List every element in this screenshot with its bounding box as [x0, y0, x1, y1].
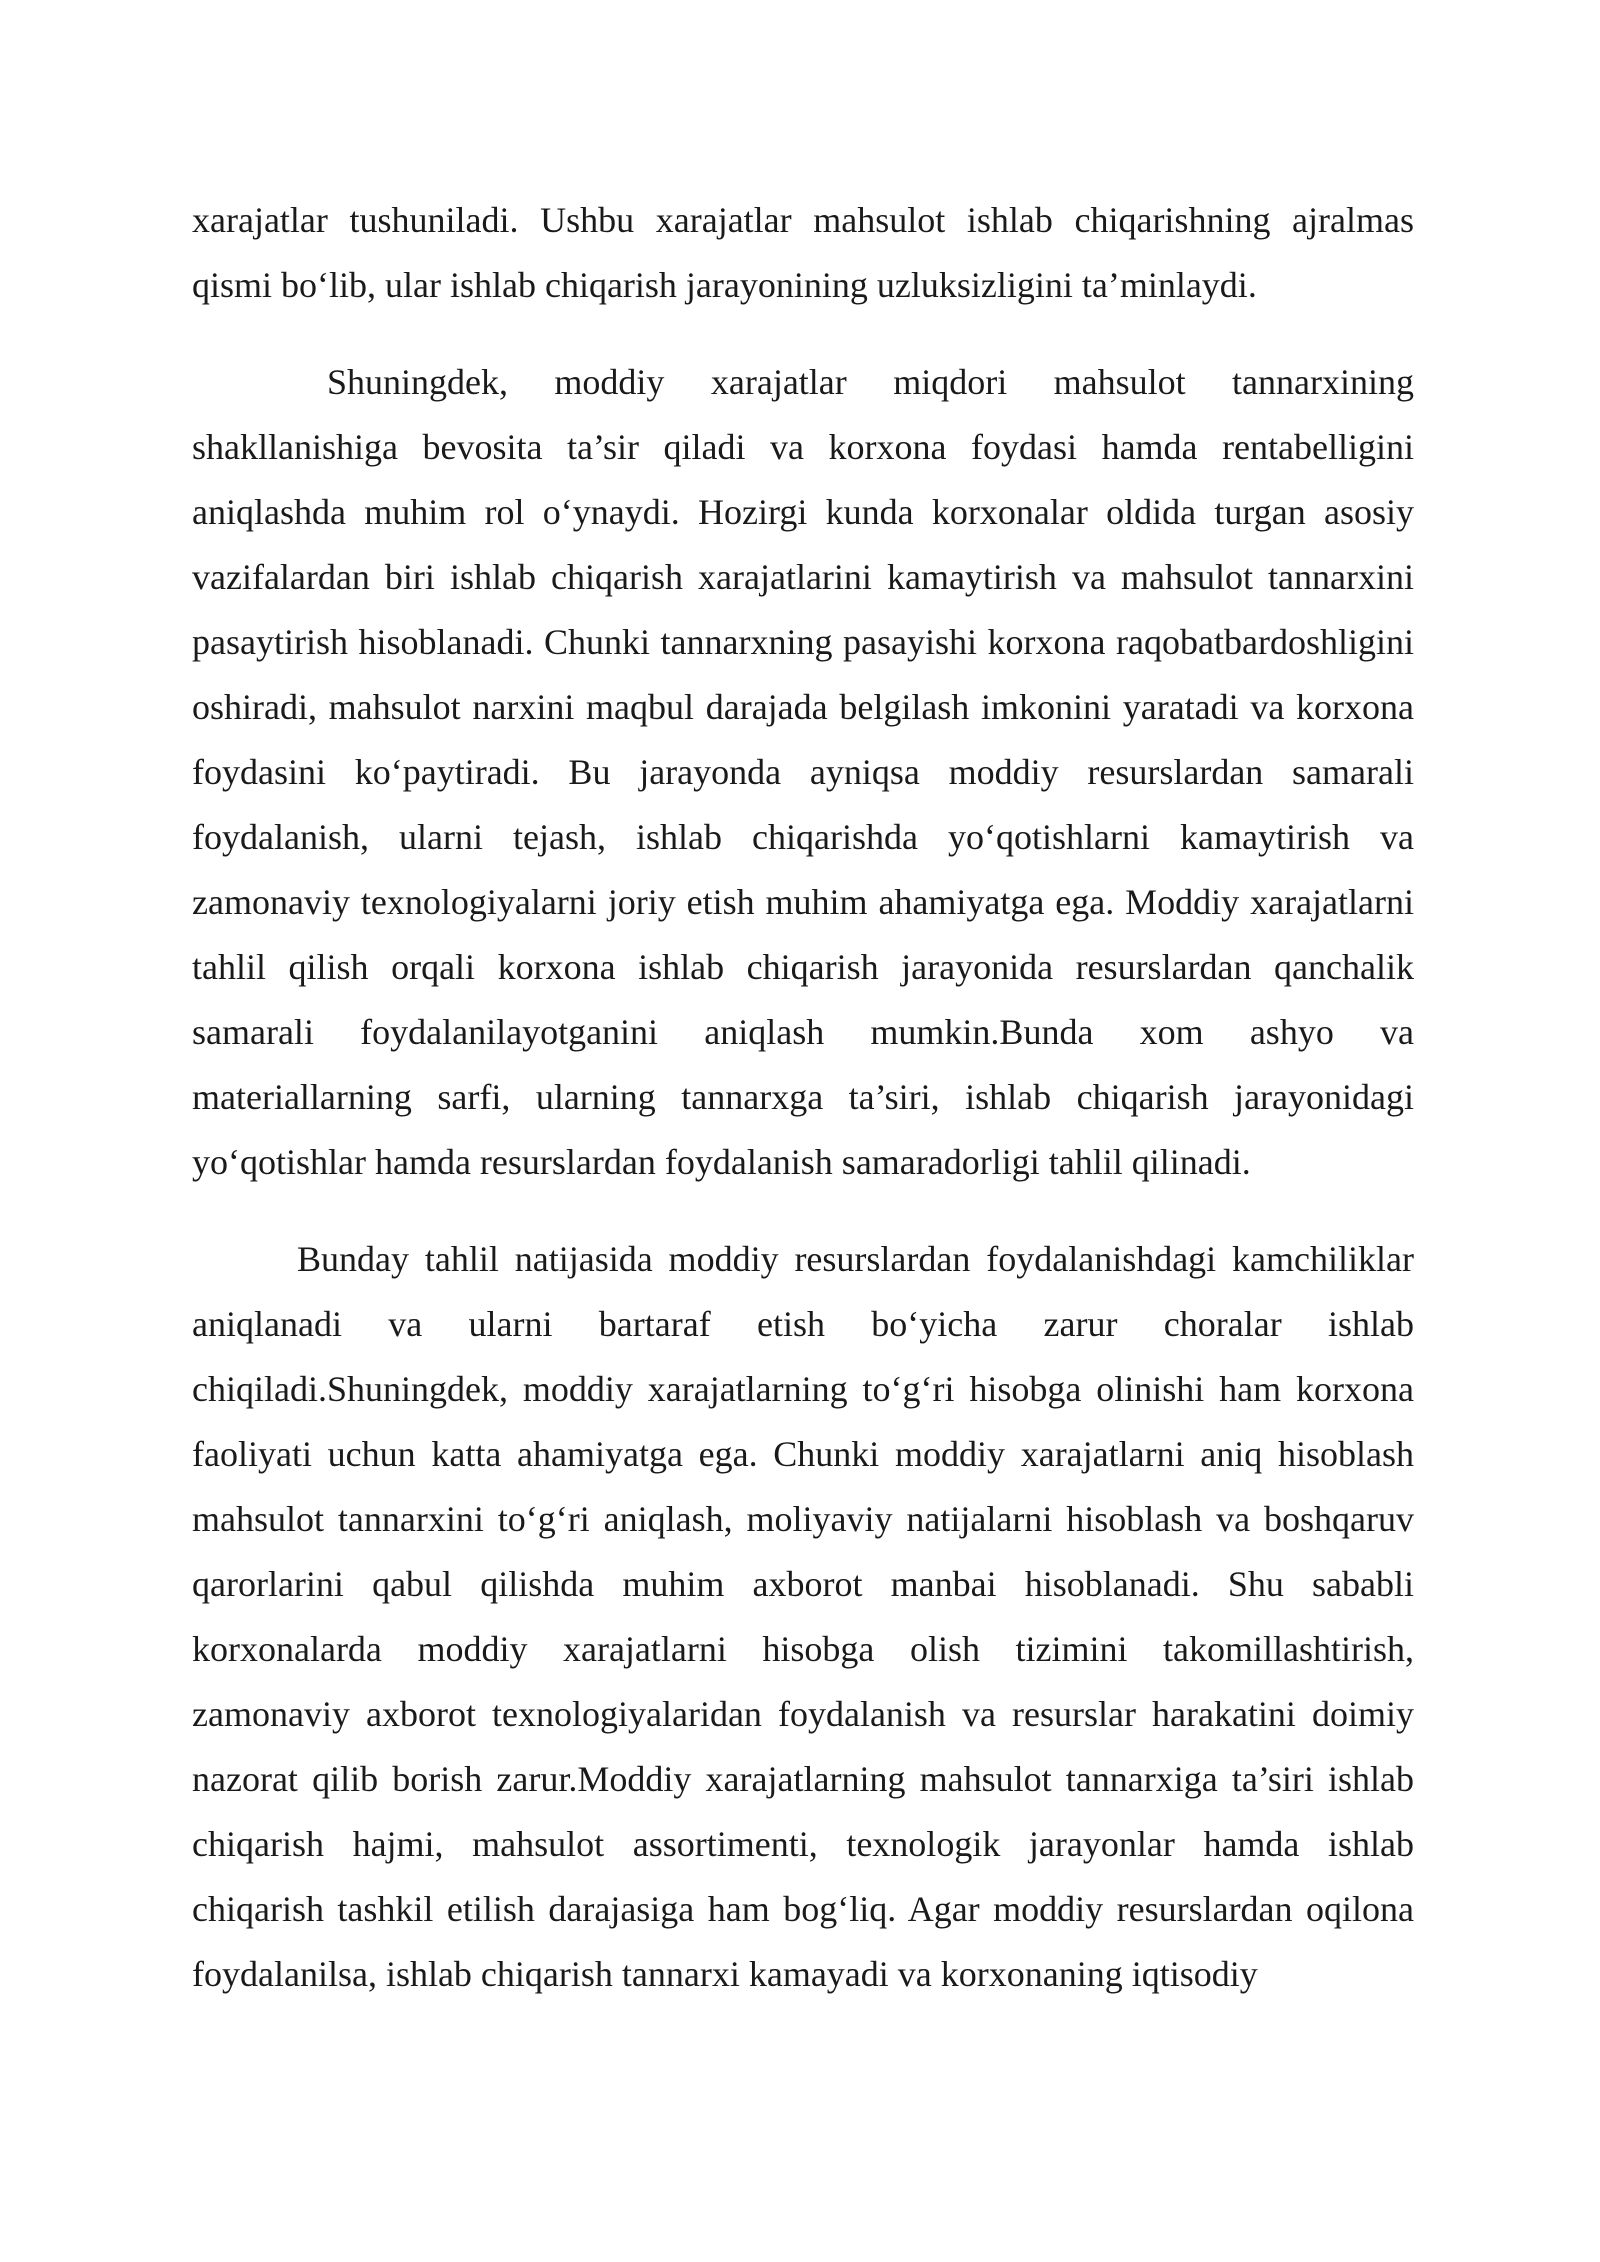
paragraph-3: Bunday tahlil natijasida moddiy resurslardan foydalanishdagi kamchiliklar aniqlanadi va ularni bartaraf etish bo‘yicha zarur choralar ishlab chiqiladi.Shuningdek, moddiy xarajatlarning to‘g‘ri hisobga olinishi ham korxona faoliyati uchun katta ahamiyatga ega. Chunki moddiy xarajatlarni aniq hisoblash mahsulot tannarxini to‘g‘ri aniqlash, moliyaviy natijalarni hisoblash va boshqaruv qarorlarini qabul qilishda muhim axborot manbai hisoblanadi. Shu sababli korxonalarda moddiy xarajatlarni hisobga olish tizimini takomillashtirish, zamonaviy axborot texnologiyalaridan foydalanish va resurslar harakatini doimiy nazorat qilib borish zarur.Moddiy xarajatlarning mahsulot tannarxiga ta’siri ishlab chiqarish hajmi, mahsulot assortimenti, texnologik jarayonlar hamda ishlab chiqarish tashkil etilish darajasiga ham bog‘liq. Agar moddiy resurslardan oqilona foydalanilsa, ishlab chiqarish tannarxi kamayadi va korxonaning iqtisodiy — [192, 1239, 1414, 1994]
paragraph-1: xarajatlar tushuniladi. Ushbu xarajatlar mahsulot ishlab chiqarishning ajralmas qismi bo‘lib, ular ishlab chiqarish jarayonining uzluksizligini ta’minlaydi. — [192, 200, 1414, 305]
document-page — [192, 188, 1414, 2007]
paragraph-2: Shuningdek, moddiy xarajatlar miqdori mahsulot tannarxining shakllanishiga bevosita ta’sir qiladi va korxona foydasi hamda rentabelligini aniqlashda muhim rol o‘ynaydi. Hozirgi kunda korxonalar oldida turgan asosiy vazifalardan biri ishlab chiqarish xarajatlarini kamaytirish va mahsulot tannarxini pasaytirish hisoblanadi. Chunki tannarxning pasayishi korxona raqobatbardoshligini oshiradi, mahsulot narxini maqbul darajada belgilash imkonini yaratadi va korxona foydasini ko‘paytiradi. Bu jarayonda ayniqsa moddiy resurslardan samarali foydalanish, ularni tejash, ishlab chiqarishda yo‘qotishlarni kamaytirish va zamonaviy texnologiyalarni joriy etish muhim ahamiyatga ega. Moddiy xarajatlarni tahlil qilish orqali korxona ishlab chiqarish jarayonida resurslardan qanchalik samarali foydalanilayotganini aniqlash mumkin.Bunda xom ashyo va materiallarning sarfi, ularning tannarxga ta’siri, ishlab chiqarish jarayonidagi yo‘qotishlar hamda resurslardan foydalanish samaradorligi tahlil qilinadi. — [192, 362, 1414, 1182]
